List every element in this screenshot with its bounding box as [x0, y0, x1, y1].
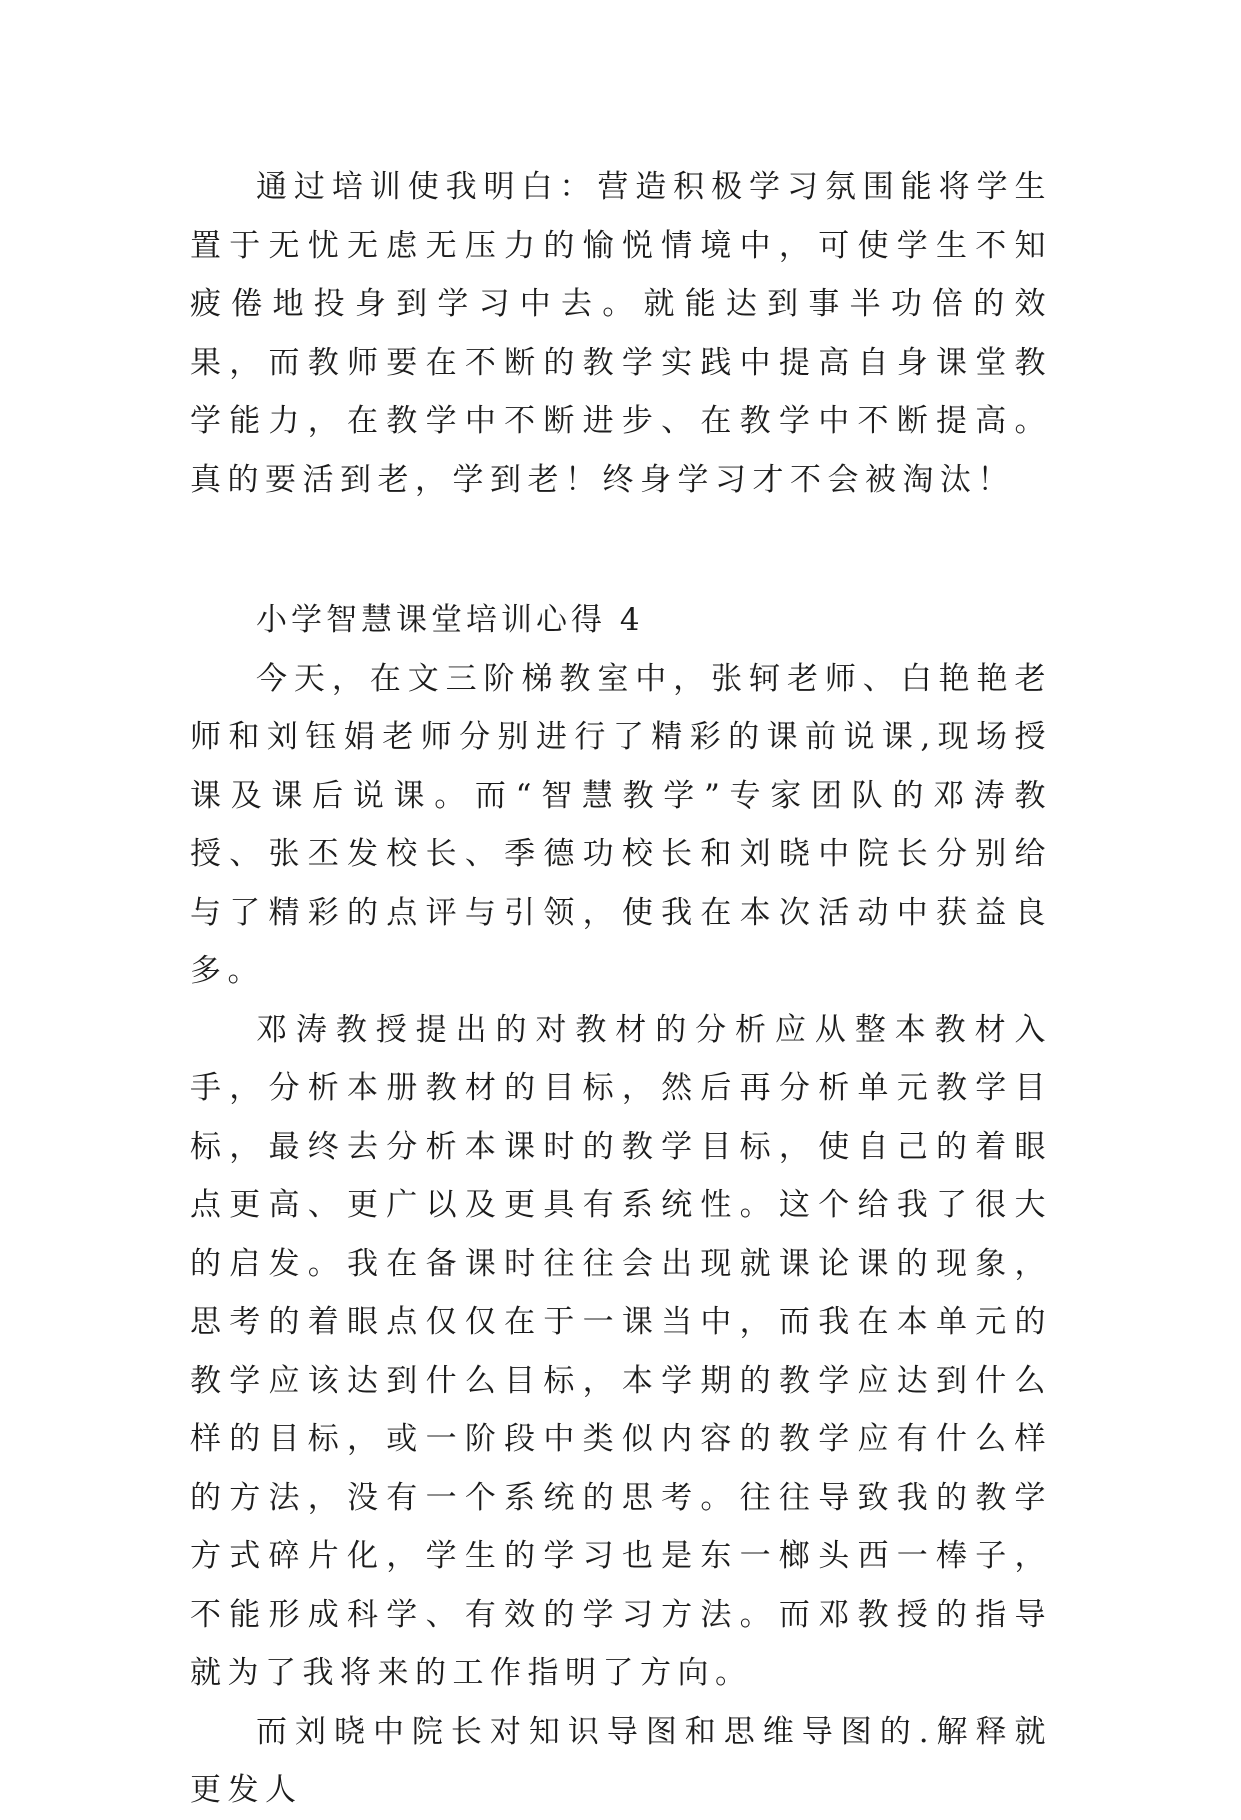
section-spacer: [190, 509, 1052, 591]
body-paragraph: 邓涛教授提出的对教材的分析应从整本教材入手，分析本册教材的目标，然后再分析单元教学目标，最终去分析本课时的教学目标，使自己的着眼点更高、更广以及更具有系统性。这个给我了很大的启发。我在备课时往往会出现就课论课的现象，思考的着眼点仅仅在于一课当中，而我在本单元的教学应该达到什么目标，本学期的教学应达到什么样的目标，或一阶段中类似内容的教学应有什么样的方法，没有一个系统的思考。往往导致我的教学方式碎片化，学生的学习也是东一榔头西一棒子，不能形成科学、有效的学习方法。而邓教授的指导就为了我将来的工作指明了方向。: [190, 1011, 1052, 1691]
body-paragraph: 通过培训使我明白：营造积极学习氛围能将学生置于无忧无虑无压力的愉悦情境中，可使学生不知疲倦地投身到学习中去。就能达到事半功倍的效果，而教师要在不断的教学实践中提高自身课堂教学能力，在教学中不断进步、在教学中不断提高。真的要活到老，学到老！终身学习才不会被淘汰！: [190, 169, 1052, 498]
body-paragraph: 今天，在文三阶梯教室中，张轲老师、白艳艳老师和刘钰娟老师分别进行了精彩的课前说课,现场授课及课后说课。而“智慧教学”专家团队的邓涛教授、张丕发校长、季德功校长和刘晓中院长分别给与了精彩的点评与引领，使我在本次活动中获益良多。: [190, 660, 1052, 989]
document-body: [190, 158, 1052, 1820]
section-title: 小学智慧课堂培训心得 4: [256, 602, 644, 638]
body-paragraph: 而刘晓中院长对知识导图和思维导图的.解释就更发人: [190, 1713, 1052, 1808]
